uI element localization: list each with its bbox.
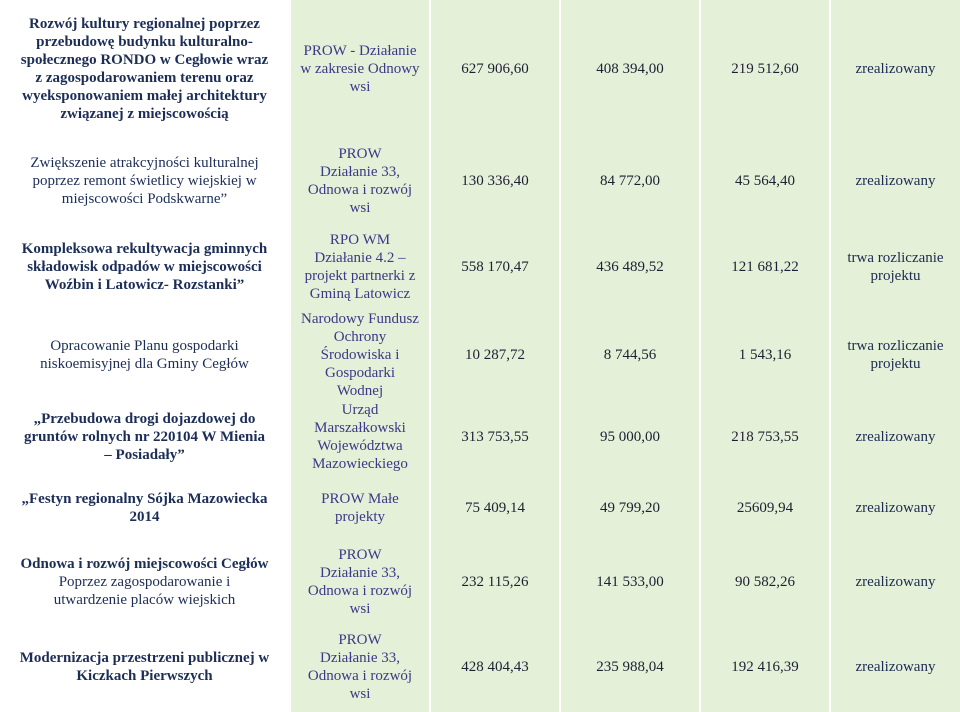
status-cell: [830, 400, 960, 474]
program-line: wsi: [349, 200, 371, 216]
status-cell: [830, 224, 960, 310]
status-line: projektu: [870, 356, 921, 372]
program-line: Województwa: [317, 438, 403, 454]
status-line: zrealizowany: [855, 500, 936, 516]
project-name-cell: [0, 622, 290, 712]
program-cell: [290, 474, 430, 542]
table-row: [0, 224, 960, 310]
project-name-line: Opracowanie Planu gospodarki: [50, 338, 239, 354]
table-row: [0, 474, 960, 542]
project-name-line: – Posiadały”: [104, 447, 185, 463]
program-line: Ochrony: [333, 329, 387, 345]
total-value-cell: 130 336,40: [430, 138, 560, 224]
status-line: zrealizowany: [855, 659, 936, 675]
project-name-line: Kompleksowa rekultywacja gminnych: [21, 241, 268, 257]
project-name-line: niskoemisyjnej dla Gminy Cegłów: [40, 356, 249, 372]
program-line: projekt partnerki z: [304, 268, 416, 284]
program-line: Marszałkowski: [314, 420, 406, 436]
project-name-line: społecznego RONDO w Cegłowie wraz: [20, 52, 269, 68]
own-contribution-cell: 25609,94: [700, 474, 830, 542]
total-value-cell: 627 906,60: [430, 0, 560, 138]
project-name-line: Modernizacja przestrzeni publicznej w: [19, 650, 270, 666]
program-line: wsi: [349, 686, 371, 702]
table-row: [0, 542, 960, 622]
program-line: RPO WM: [329, 232, 391, 248]
project-name-line: z zagospodarowaniem terenu oraz: [35, 70, 254, 86]
status-line: projektu: [870, 268, 921, 284]
program-line: Odnowa i rozwój: [307, 583, 413, 599]
program-line: Odnowa i rozwój: [307, 668, 413, 684]
project-name-line: gruntów rolnych nr 220104 W Mienia: [24, 429, 265, 445]
status-cell: [830, 0, 960, 138]
program-line: wsi: [349, 79, 371, 95]
status-line: zrealizowany: [855, 173, 936, 189]
status-cell: [830, 622, 960, 712]
project-name-line: „Przebudowa drogi dojazdowej do: [33, 411, 256, 427]
program-line: PROW: [338, 632, 382, 648]
status-line: zrealizowany: [855, 429, 936, 445]
own-contribution-cell: 1 543,16: [700, 310, 830, 400]
program-line: Gminą Latowicz: [309, 286, 411, 302]
program-cell: [290, 400, 430, 474]
program-line: Odnowa i rozwój: [307, 182, 413, 198]
table-row: [0, 0, 960, 138]
project-name-line: Kiczkach Pierwszych: [76, 668, 213, 684]
project-name-line: Zwiększenie atrakcyjności kulturalnej: [30, 155, 259, 171]
program-line: Środowiska i: [320, 347, 400, 363]
own-contribution-cell: 218 753,55: [700, 400, 830, 474]
project-name-cell: [0, 474, 290, 542]
own-contribution-cell: 90 582,26: [700, 542, 830, 622]
table-row: [0, 622, 960, 712]
project-name-line: związanej z miejscowością: [60, 106, 229, 122]
project-name-cell: [0, 0, 290, 138]
project-name-line: przebudowę budynku kulturalno-: [36, 34, 253, 50]
status-line: trwa rozliczanie: [847, 338, 944, 354]
funding-value-cell: 84 772,00: [560, 138, 700, 224]
project-name-line: wyeksponowaniem małej architektury: [22, 88, 267, 104]
funding-value-cell: 408 394,00: [560, 0, 700, 138]
funding-value-cell: 235 988,04: [560, 622, 700, 712]
own-contribution-cell: 219 512,60: [700, 0, 830, 138]
project-name-line: poprzez remont świetlicy wiejskiej w: [32, 173, 257, 189]
total-value-cell: 75 409,14: [430, 474, 560, 542]
table-row: [0, 138, 960, 224]
project-name-line: Odnowa i rozwój miejscowości Cegłów: [20, 556, 269, 572]
funding-value-cell: 8 744,56: [560, 310, 700, 400]
project-name-line: Poprzez zagospodarowanie i: [58, 574, 231, 590]
program-line: Narodowy Fundusz: [301, 311, 419, 327]
status-line: trwa rozliczanie: [847, 250, 944, 266]
project-name-line: „Festyn regionalny Sójka Mazowiecka: [21, 491, 268, 507]
own-contribution-cell: 45 564,40: [700, 138, 830, 224]
program-line: w zakresie Odnowy: [300, 61, 420, 77]
total-value-cell: 10 287,72: [430, 310, 560, 400]
program-line: Wodnej: [336, 383, 384, 399]
project-name-cell: [0, 224, 290, 310]
own-contribution-cell: 121 681,22: [700, 224, 830, 310]
program-cell: [290, 138, 430, 224]
funding-value-cell: 95 000,00: [560, 400, 700, 474]
program-line: Mazowieckiego: [312, 456, 408, 472]
program-line: PROW - Działanie: [303, 43, 417, 59]
funding-value-cell: 141 533,00: [560, 542, 700, 622]
project-name-line: miejscowości Podskwarne”: [61, 191, 228, 207]
project-name-cell: [0, 310, 290, 400]
program-cell: [290, 0, 430, 138]
program-line: Działanie 33,: [320, 565, 400, 581]
program-cell: [290, 542, 430, 622]
status-cell: [830, 138, 960, 224]
project-name-cell: [0, 542, 290, 622]
project-name-line: 2014: [129, 509, 160, 525]
program-line: wsi: [349, 601, 371, 617]
total-value-cell: 232 115,26: [430, 542, 560, 622]
own-contribution-cell: 192 416,39: [700, 622, 830, 712]
total-value-cell: 428 404,43: [430, 622, 560, 712]
status-line: zrealizowany: [855, 574, 936, 590]
status-line: zrealizowany: [855, 61, 936, 77]
funding-value-cell: 436 489,52: [560, 224, 700, 310]
project-name-cell: [0, 400, 290, 474]
total-value-cell: 313 753,55: [430, 400, 560, 474]
program-line: PROW: [338, 146, 382, 162]
project-name-line: utwardzenie placów wiejskich: [53, 592, 236, 608]
program-line: PROW Małe: [321, 491, 399, 507]
program-cell: [290, 622, 430, 712]
project-name-cell: [0, 138, 290, 224]
status-cell: [830, 474, 960, 542]
table-row: [0, 400, 960, 474]
project-name-line: składowisk odpadów w miejscowości: [27, 259, 262, 275]
project-name-line: Woźbin i Latowicz- Rozstanki”: [44, 277, 245, 293]
program-cell: [290, 224, 430, 310]
program-cell: [290, 310, 430, 400]
program-line: Działanie 4.2 –: [314, 250, 406, 266]
project-name-line: Rozwój kultury regionalnej poprzez: [29, 16, 260, 32]
funding-value-cell: 49 799,20: [560, 474, 700, 542]
program-line: projekty: [335, 509, 385, 525]
program-line: Gospodarki: [325, 365, 395, 381]
program-line: Urząd: [341, 402, 379, 418]
program-line: Działanie 33,: [320, 650, 400, 666]
program-line: Działanie 33,: [320, 164, 400, 180]
program-line: PROW: [338, 547, 382, 563]
total-value-cell: 558 170,47: [430, 224, 560, 310]
table-row: [0, 310, 960, 400]
status-cell: [830, 542, 960, 622]
status-cell: [830, 310, 960, 400]
